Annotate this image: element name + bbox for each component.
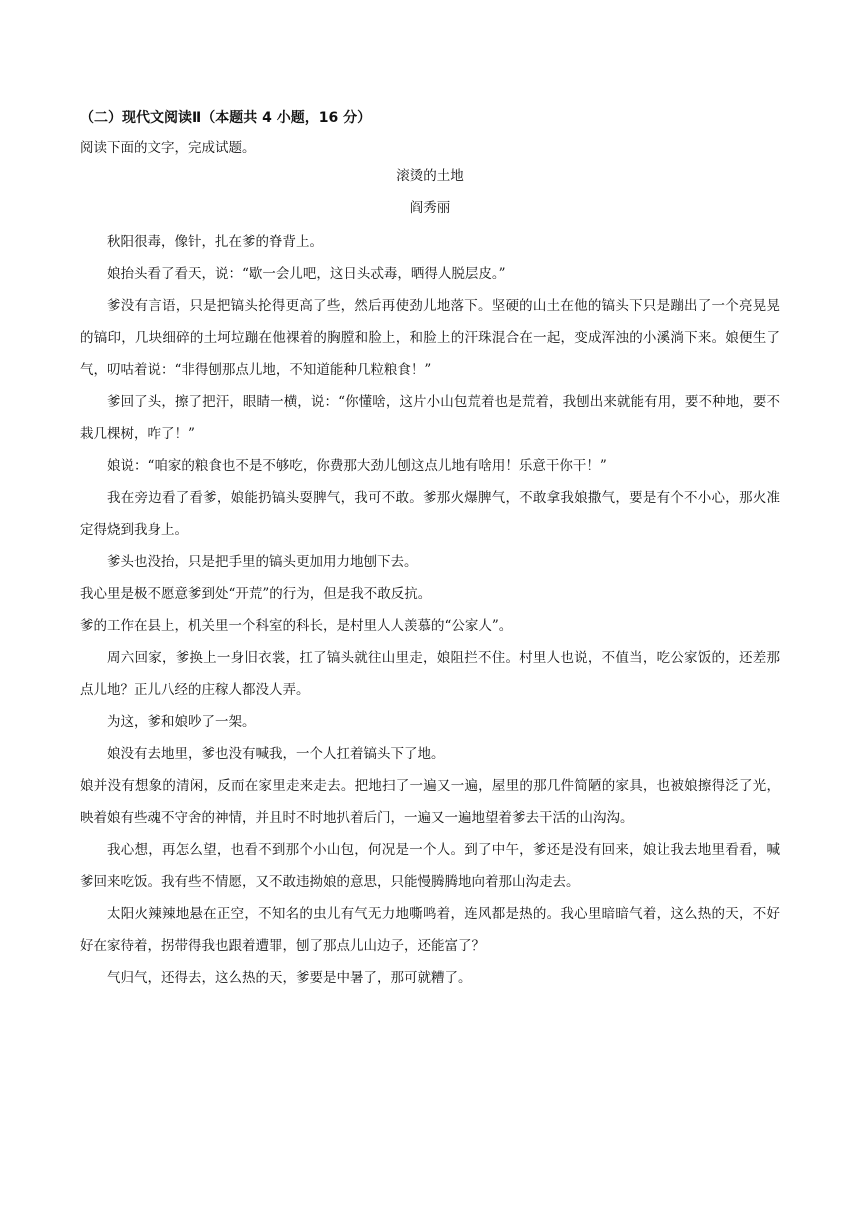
paragraph: 娘说：“咱家的粮食也不是不够吃，你费那大劲儿刨这点儿地有啥用！乐意干你干！” <box>107 458 607 474</box>
paragraph: 娘抬头看了看天，说：“歇一会儿吧，这日头忒毒，晒得人脱层皮。” <box>107 266 506 282</box>
article-body <box>80 226 780 994</box>
paragraph: 娘并没有想象的清闲，反而在家里走来走去。把地扫了一遍又一遍，屋里的那几件简陋的家具，也被娘擦得泛了光，映着娘有些魂不守舍的神情，并且时不时地扒着后门，一遍又一遍地望着爹去干活的山沟沟。 <box>80 778 780 826</box>
paragraph: 太阳火辣辣地悬在正空，不知名的虫儿有气无力地嘶鸣着，连风都是热的。我心里暗暗气着，这么热的天，不好好在家待着，拐带得我也跟着遭罪，刨了那点儿山边子，还能富了？ <box>80 906 780 954</box>
article-author: 阎秀丽 <box>409 200 451 216</box>
paragraph: 我在旁边看了看爹，娘能扔镐头耍脾气，我可不敢。爹那火爆脾气，不敢拿我娘撒气，要是有个不小心，那火准定得烧到我身上。 <box>80 490 780 538</box>
paragraph: 为这，爹和娘吵了一架。 <box>107 714 256 730</box>
paragraph: 我心想，再怎么望，也看不到那个小山包，何况是一个人。到了中午，爹还是没有回来，娘让我去地里看看，喊爹回来吃饭。我有些不情愿，又不敢违拗娘的意思，只能慢腾腾地向着那山沟走去。 <box>80 842 780 890</box>
document-page <box>80 108 780 994</box>
article-title: 滚烫的土地 <box>396 168 464 184</box>
section-heading: （二）现代文阅读Ⅱ（本题共 4 小题，16 分） <box>80 110 372 126</box>
instruction-text: 阅读下面的文字，完成试题。 <box>80 140 256 156</box>
paragraph: 气归气，还得去，这么热的天，爹要是中暑了，那可就糟了。 <box>107 970 472 986</box>
paragraph: 娘没有去地里，爹也没有喊我，一个人扛着镐头下了地。 <box>107 746 445 762</box>
paragraph: 秋阳很毒，像针，扎在爹的脊背上。 <box>107 234 323 250</box>
paragraph: 我心里是极不愿意爹到处“开荒”的行为，但是我不敢反抗。 <box>80 586 432 602</box>
paragraph: 周六回家，爹换上一身旧衣裳，扛了镐头就往山里走，娘阻拦不住。村里人也说，不值当，吃公家饭的，还差那点儿地？正儿八经的庄稼人都没人弄。 <box>80 650 780 698</box>
paragraph: 爹没有言语，只是把镐头抡得更高了些，然后再使劲儿地落下。坚硬的山土在他的镐头下只是蹦出了一个亮晃晃的镐印，几块细碎的土坷垃蹦在他裸着的胸膛和脸上，和脸上的汗珠混合在一起，变成浑浊的小溪淌下来。娘便生了气，叨咕着说：“非得刨那点儿地，不知道能种几粒粮食！” <box>80 298 780 378</box>
paragraph: 爹头也没抬，只是把手里的镐头更加用力地刨下去。 <box>107 554 418 570</box>
paragraph: 爹的工作在县上，机关里一个科室的科长，是村里人人羡慕的“公家人”。 <box>80 618 513 634</box>
paragraph: 爹回了头，擦了把汗，眼睛一横，说：“你懂啥，这片小山包荒着也是荒着，我刨出来就能有用，要不种地，要不栽几棵树，咋了！” <box>80 394 780 442</box>
